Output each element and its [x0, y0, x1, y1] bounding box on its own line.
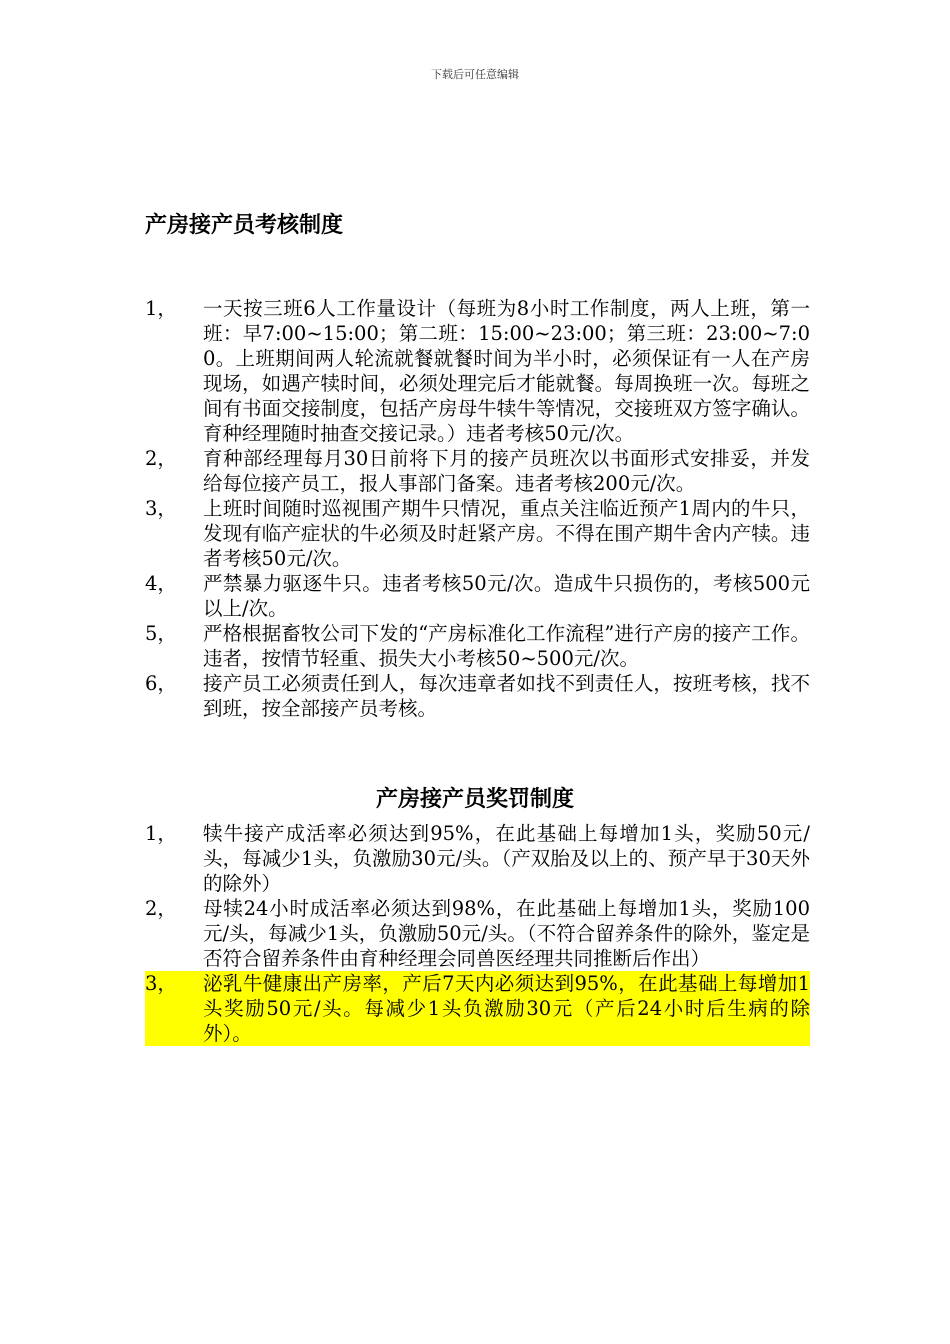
item-number: 1，	[145, 822, 177, 845]
list-item	[145, 821, 810, 896]
item-number: 2，	[145, 897, 177, 920]
item-text: 接产员工必须责任到人，每次违章者如找不到责任人，按班考核，找不到班，按全部接产员考核。	[203, 672, 810, 720]
highlighted-list-item	[145, 971, 810, 1046]
list-item	[145, 296, 810, 446]
item-number: 4，	[145, 572, 177, 595]
item-number: 1，	[145, 297, 177, 320]
header-note: 下载后可任意编辑	[431, 68, 519, 81]
item-text: 严格根据畜牧公司下发的“产房标准化工作流程”进行产房的接产工作。违者，按情节轻重、损失大小考核50~500元/次。	[203, 622, 810, 670]
item-number: 3，	[145, 497, 177, 520]
item-number: 2，	[145, 447, 177, 470]
item-text: 严禁暴力驱逐牛只。违者考核50元/次。造成牛只损伤的，考核500元以上/次。	[203, 572, 810, 620]
list-item	[145, 571, 810, 621]
item-text: 母犊24小时成活率必须达到98%，在此基础上每增加1头，奖励100元/头，每减少1头，负激励50元/头。（不符合留养条件的除外，鉴定是否符合留养条件由育种经理会同兽医经理共同推断后作出）	[203, 897, 810, 970]
section2-title: 产房接产员奖罚制度	[375, 787, 574, 812]
list-item	[145, 496, 810, 571]
item-number: 3，	[145, 971, 203, 1046]
item-number: 5，	[145, 622, 177, 645]
item-text: 泌乳牛健康出产房率，产后7天内必须达到95%，在此基础上每增加1头奖励50元/头。每减少1头负激励30元（产后24小时后生病的除外）。	[203, 972, 810, 1045]
item-text: 一天按三班6人工作量设计（每班为8小时工作制度，两人上班，第一班：早7:00~15:00；第二班：15:00~23:00；第三班：23:00~7:00。上班期间两人轮流就餐就餐时间为半小时，必须保证有一人在产房现场，如遇产犊时间，必须处理完后才能就餐。每周换班一次。每班之间有书面交接制度，包括产房母牛犊牛等情况，交接班双方签字确认。育种经理随时抽查交接记录。）违者考核50元/次。	[203, 297, 810, 445]
list-item	[145, 621, 810, 671]
section1-title: 产房接产员考核制度	[145, 213, 344, 238]
list-item	[145, 896, 810, 971]
item-text: 育种部经理每月30日前将下月的接产员班次以书面形式安排妥，并发给每位接产员工，报人事部门备案。违者考核200元/次。	[203, 447, 810, 495]
list-item	[145, 446, 810, 496]
section1-list	[145, 296, 810, 721]
item-text: 犊牛接产成活率必须达到95%，在此基础上每增加1头，奖励50元/头，每减少1头，负激励30元/头。（产双胎及以上的、预产早于30天外的除外）	[203, 822, 810, 895]
list-item	[145, 671, 810, 721]
item-text: 上班时间随时巡视围产期牛只情况，重点关注临近预产1周内的牛只，发现有临产症状的牛必须及时赶紧产房。不得在围产期牛舍内产犊。违者考核50元/次。	[203, 497, 810, 570]
item-number: 6，	[145, 672, 177, 695]
section2-list	[145, 821, 810, 1046]
